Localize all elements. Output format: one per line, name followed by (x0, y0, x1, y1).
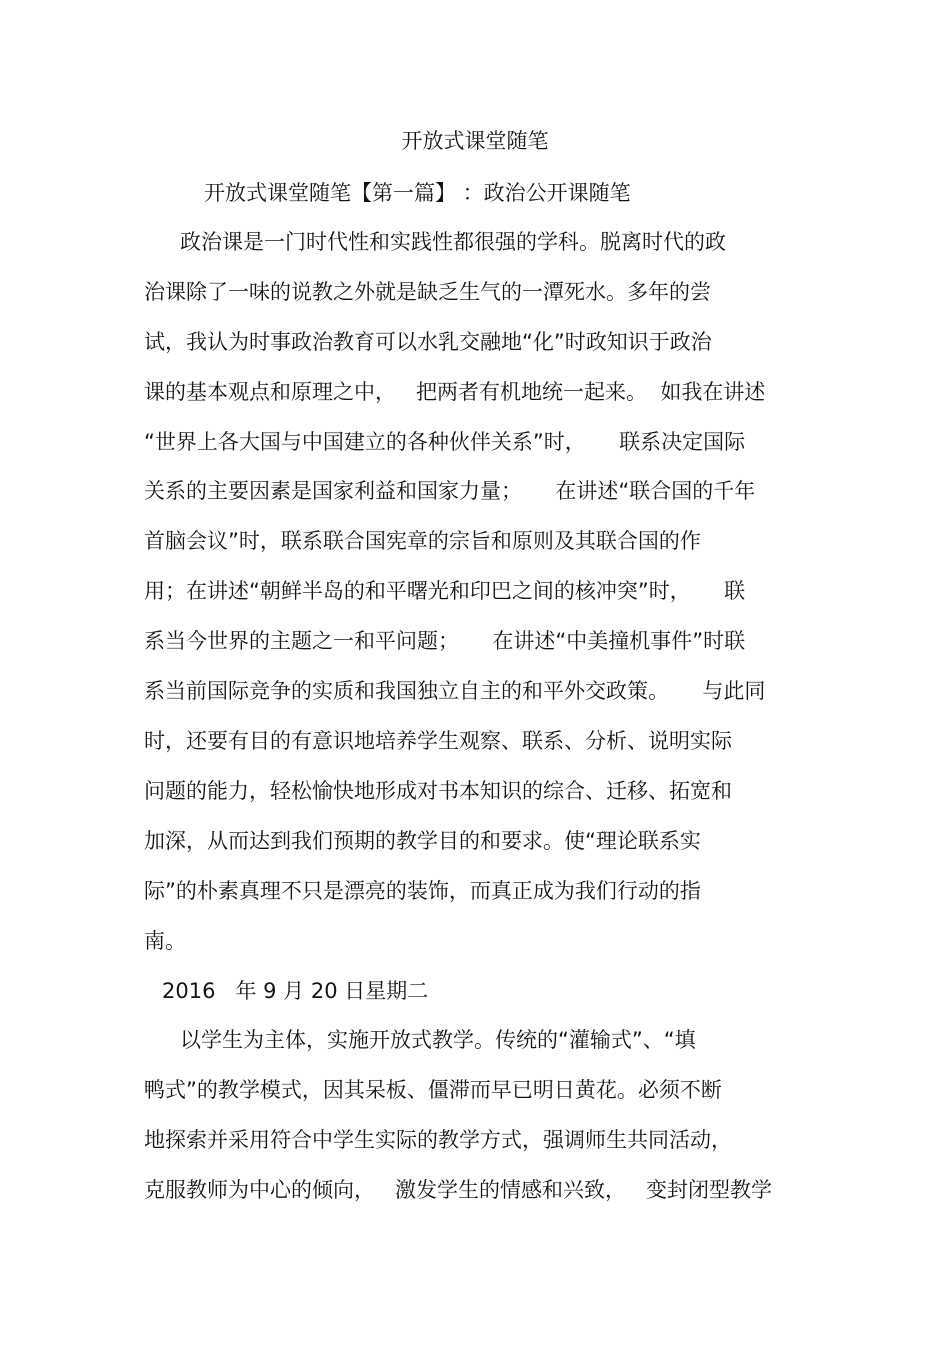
paragraph-line: 系当今世界的主题之一和平问题； 在讲述“中美撞机事件”时联 (144, 629, 746, 653)
paragraph-line: 问题的能力，轻松愉快地形成对书本知识的综合、迁移、拓宽和 (144, 779, 732, 803)
paragraph-line: 时，还要有目的有意识地培养学生观察、联系、分析、说明实际 (144, 729, 732, 753)
paragraph-line: 南。 (144, 929, 186, 953)
paragraph-line: 首脑会议”时，联系联合国宪章的宗旨和原则及其联合国的作 (144, 529, 701, 553)
paragraph-line: 以学生为主体，实施开放式教学。传统的“灌输式”、“填 (180, 1028, 696, 1052)
paragraph-line: 用；在讲述“朝鲜半岛的和平曙光和印巴之间的核冲突”时， 联 (144, 579, 746, 603)
paragraph-line: 治课除了一味的说教之外就是缺乏生气的一潭死水。多年的尝 (144, 280, 711, 304)
paragraph-line: 加深，从而达到我们预期的教学目的和要求。使“理论联系实 (144, 829, 701, 853)
document-subtitle: 开放式课堂随笔【第一篇】 ：政治公开课随笔 (204, 181, 631, 205)
paragraph-line: 际”的朴素真理不只是漂亮的装饰，而真正成为我们行动的指 (144, 879, 701, 903)
paragraph-line: 系当前国际竞争的实质和我国独立自主的和平外交政策。 与此同 (144, 679, 766, 703)
paragraph-line: 课的基本观点和原理之中， 把两者有机地统一起来。 如我在讲述 (144, 380, 766, 404)
paragraph-line: 政治课是一门时代性和实践性都很强的学科。脱离时代的政 (180, 230, 726, 254)
paragraph-line: 鸭式”的教学模式，因其呆板、僵滞而早已明日黄花。必须不断 (144, 1078, 722, 1102)
document-title: 开放式课堂随笔 (401, 129, 549, 153)
paragraph-line: “世界上各大国与中国建立的各种伙伴关系”时， 联系决定国际 (144, 430, 746, 454)
paragraph-line: 地探索并采用符合中学生实际的教学方式，强调师生共同活动， (144, 1128, 732, 1152)
date-line: 2016 年 9 月 20 日星期二 (162, 979, 429, 1003)
paragraph-line: 克服教师为中心的倾向， 激发学生的情感和兴致， 变封闭型教学 (144, 1178, 773, 1202)
paragraph-line: 关系的主要因素是国家利益和国家力量； 在讲述“联合国的千年 (144, 479, 756, 503)
paragraph-line: 试，我认为时事政治教育可以水乳交融地“化”时政知识于政治 (144, 330, 712, 354)
